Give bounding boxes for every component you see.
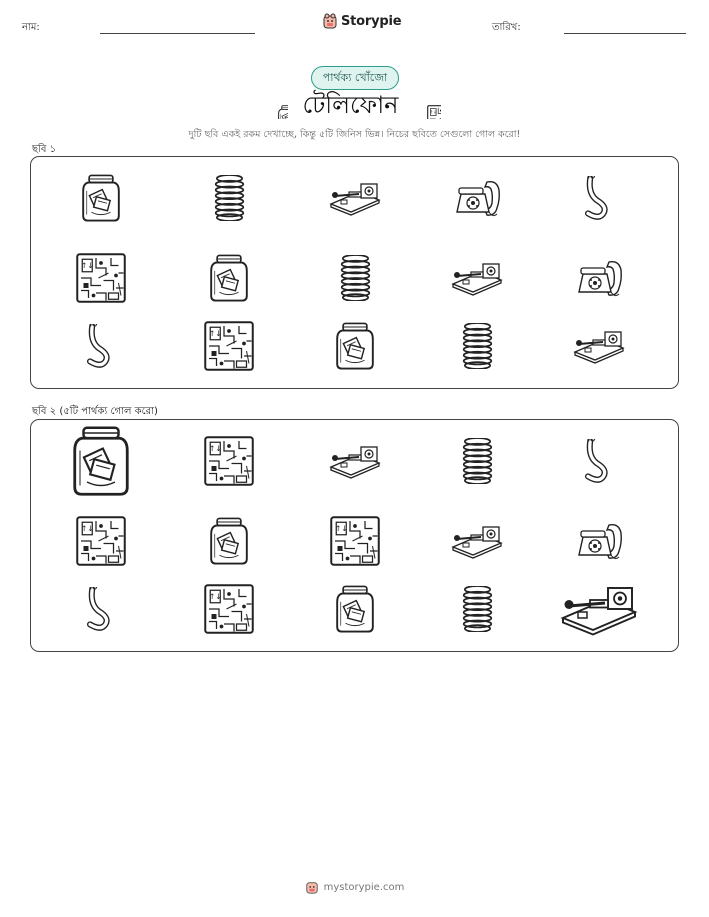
find-difference-badge: পার্থক্য খোঁজো	[311, 66, 399, 90]
telephone-icon[interactable]	[453, 178, 501, 218]
date-line[interactable]	[564, 33, 686, 34]
telegraph-key-icon[interactable]	[451, 523, 503, 559]
worksheet-header	[0, 0, 709, 40]
telephone-icon[interactable]	[575, 258, 623, 298]
wire-icon[interactable]	[577, 439, 621, 483]
circuit-board-icon[interactable]	[330, 516, 380, 566]
circuit-board-icon[interactable]	[76, 253, 126, 303]
picture1-label: ছবি ১	[32, 144, 57, 155]
title-row	[0, 90, 709, 124]
picture1-panel	[30, 156, 679, 389]
footer-site[interactable]: mystorypie.com	[323, 881, 405, 893]
circuit-board-icon[interactable]	[204, 436, 254, 486]
picture2-label: ছবি ২ (৫টি পার্থক্য গোল করো)	[32, 406, 158, 417]
picture2-panel	[30, 419, 679, 652]
wire-icon[interactable]	[577, 176, 621, 220]
spring-icon[interactable]	[337, 255, 374, 301]
name-line[interactable]	[100, 33, 255, 34]
brand-name: Storypie	[341, 13, 402, 29]
brand-logo	[323, 13, 401, 29]
circuit-board-icon[interactable]	[76, 516, 126, 566]
wire-icon[interactable]	[79, 587, 123, 631]
footer	[0, 880, 709, 894]
title-circuit-board-icon	[413, 91, 441, 123]
telegraph-key-icon[interactable]	[573, 328, 625, 364]
telegraph-key-icon[interactable]	[329, 443, 381, 479]
spring-icon[interactable]	[459, 438, 496, 484]
date-label: তারিখ:	[492, 22, 521, 33]
jar-icon[interactable]	[82, 174, 120, 222]
title-jar-icon	[268, 91, 288, 123]
wire-icon[interactable]	[79, 324, 123, 368]
jar-icon[interactable]	[336, 322, 374, 370]
instruction-text: দুটি ছবি একই রকম দেখাচ্ছে, কিন্তু ৫টি জিনিস ভিন্ন। নিচের ছবিতে সেগুলো গোল করো!	[188, 129, 521, 140]
name-label: নাম:	[22, 22, 40, 33]
page-title: টেলিফোন	[302, 91, 399, 119]
telegraph-key-icon[interactable]	[329, 180, 381, 216]
spring-icon[interactable]	[459, 586, 496, 632]
spring-icon[interactable]	[211, 175, 248, 221]
jar-icon[interactable]	[73, 426, 129, 496]
circuit-board-icon[interactable]	[204, 584, 254, 634]
telegraph-key-icon[interactable]	[451, 260, 503, 296]
jar-icon[interactable]	[336, 585, 374, 633]
spring-icon[interactable]	[459, 323, 496, 369]
storypie-mascot-icon	[323, 13, 337, 29]
jar-icon[interactable]	[210, 254, 248, 302]
telephone-icon[interactable]	[575, 521, 623, 561]
circuit-board-icon[interactable]	[204, 321, 254, 371]
storypie-footer-icon	[305, 880, 319, 894]
jar-icon[interactable]	[210, 517, 248, 565]
telegraph-key-icon[interactable]	[560, 582, 638, 636]
